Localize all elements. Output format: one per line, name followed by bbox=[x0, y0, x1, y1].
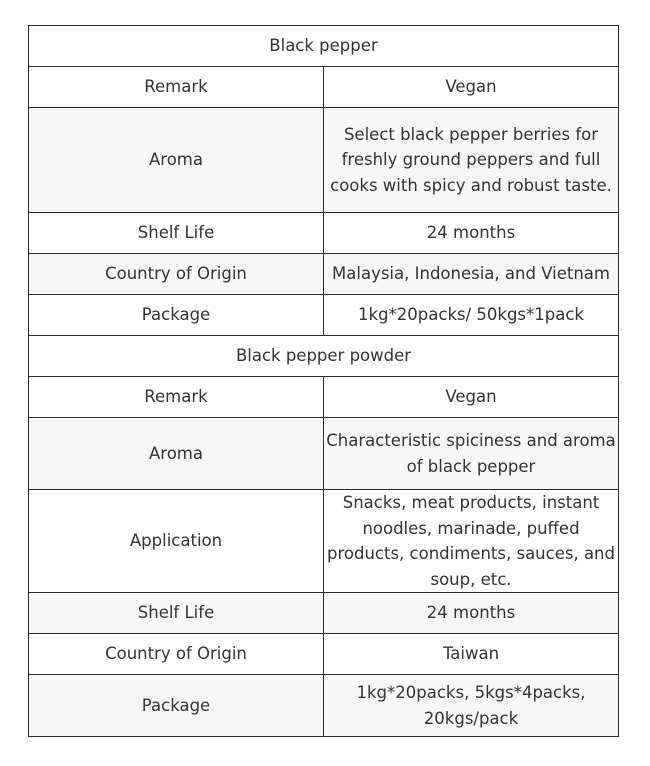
row-value: 1kg*20packs, 5kgs*4packs, 20kgs/pack bbox=[324, 675, 619, 737]
table-row bbox=[29, 377, 619, 418]
row-label: Application bbox=[29, 490, 324, 593]
row-value: Taiwan bbox=[324, 634, 619, 675]
row-label: Shelf Life bbox=[29, 213, 324, 254]
row-label: Shelf Life bbox=[29, 593, 324, 634]
row-value: 24 months bbox=[324, 213, 619, 254]
row-value: Vegan bbox=[324, 377, 619, 418]
row-label: Country of Origin bbox=[29, 634, 324, 675]
table-row bbox=[29, 295, 619, 336]
table-row bbox=[29, 593, 619, 634]
product-spec-table bbox=[28, 25, 619, 737]
table-row bbox=[29, 675, 619, 737]
row-value: 1kg*20packs/ 50kgs*1pack bbox=[324, 295, 619, 336]
table-row bbox=[29, 634, 619, 675]
table-row bbox=[29, 67, 619, 108]
row-value: Malaysia, Indonesia, and Vietnam bbox=[324, 254, 619, 295]
row-label: Package bbox=[29, 675, 324, 737]
row-label: Package bbox=[29, 295, 324, 336]
row-label: Aroma bbox=[29, 418, 324, 490]
row-value: Vegan bbox=[324, 67, 619, 108]
row-value: 24 months bbox=[324, 593, 619, 634]
table-row bbox=[29, 213, 619, 254]
table-row bbox=[29, 418, 619, 490]
section-header-black-pepper bbox=[29, 26, 619, 67]
table-row bbox=[29, 490, 619, 593]
row-label: Remark bbox=[29, 67, 324, 108]
section-header-black-pepper-powder bbox=[29, 336, 619, 377]
section-title: Black pepper bbox=[29, 26, 619, 67]
row-label: Country of Origin bbox=[29, 254, 324, 295]
row-value: Characteristic spiciness and aroma of black pepper bbox=[324, 418, 619, 490]
row-label: Aroma bbox=[29, 108, 324, 213]
section-title: Black pepper powder bbox=[29, 336, 619, 377]
row-value: Snacks, meat products, instant noodles, marinade, puffed products, condiments, sauces, and soup, etc. bbox=[324, 490, 619, 593]
table-row bbox=[29, 254, 619, 295]
row-label: Remark bbox=[29, 377, 324, 418]
row-value: Select black pepper berries for freshly ground peppers and full cooks with spicy and robust taste. bbox=[324, 108, 619, 213]
table-row bbox=[29, 108, 619, 213]
